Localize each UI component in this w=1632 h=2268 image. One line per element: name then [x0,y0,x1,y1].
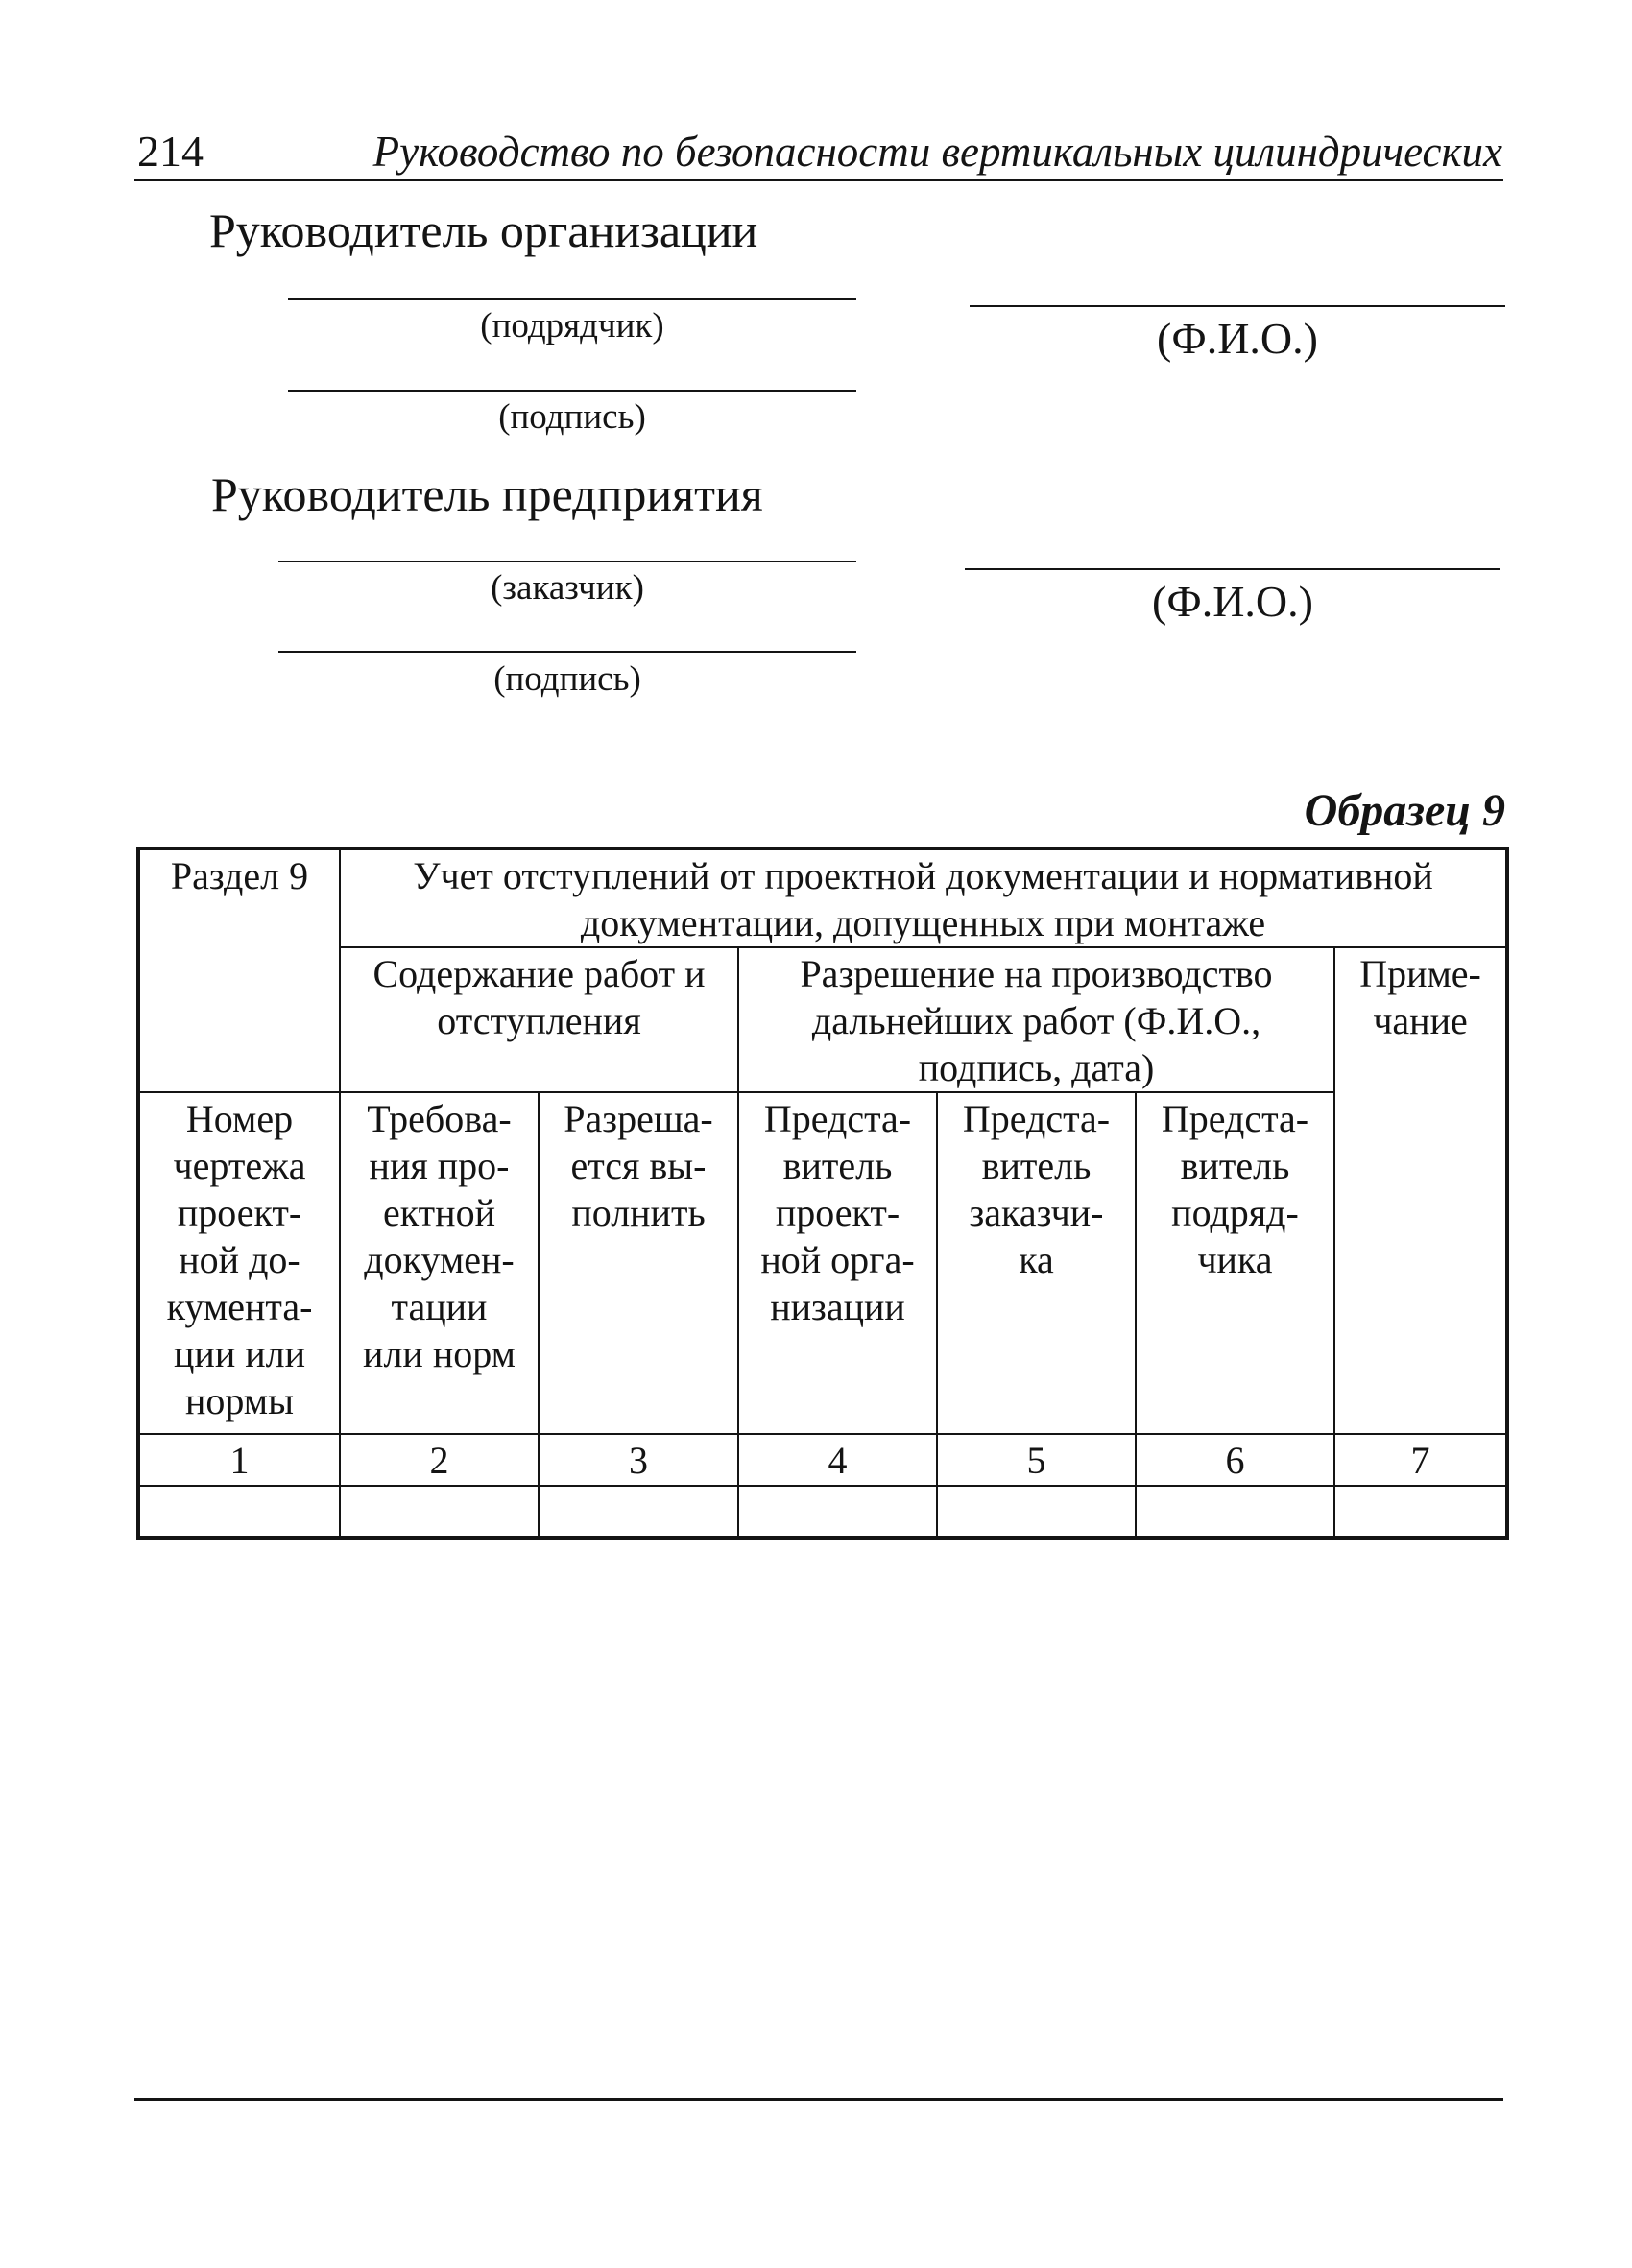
customer-role-line [278,561,856,562]
column-number: 6 [1136,1434,1334,1486]
column-number: 1 [138,1434,340,1486]
column-number: 4 [738,1434,937,1486]
column-number: 7 [1334,1434,1507,1486]
table-column-header-row [138,1092,1507,1434]
empty-cell [138,1486,340,1538]
column-header-drawing-number: Номер чертежа проект- ной до- кумента- ции или нормы [138,1092,340,1434]
sample-label: Образец 9 [1304,785,1505,836]
customer-name-caption: (Ф.И.О.) [1152,577,1313,626]
contractor-name-line [970,305,1505,307]
empty-cell [937,1486,1136,1538]
section-label-cell: Раздел 9 [138,848,340,1092]
empty-cell [539,1486,738,1538]
customer-signature-line [278,651,856,653]
column-header-design-org-rep: Предста- витель проект- ной орга- низации [738,1092,937,1434]
table-title-row [138,848,1507,947]
running-title: Руководство по безопасности вертикальных цилиндрических [372,128,1502,176]
footer-rule [134,2098,1503,2101]
column-header-requirements: Требова- ния про- ектной докумен- тации или норм [340,1092,539,1434]
column-header-customer-rep: Предста- витель заказчи- ка [937,1092,1136,1434]
empty-cell [340,1486,539,1538]
customer-signature-caption: (подпись) [493,659,641,699]
customer-role-caption: (заказчик) [491,568,644,608]
contractor-head-title: Руководитель организации [209,203,758,257]
column-number: 3 [539,1434,738,1486]
group-header-permission: Разрешение на производство дальнейших работ (Ф.И.О., подпись, дата) [738,947,1334,1092]
column-number: 5 [937,1434,1136,1486]
contractor-name-caption: (Ф.И.О.) [1157,314,1318,363]
column-number-row [138,1434,1507,1486]
contractor-role-line [288,298,856,300]
customer-head-title: Руководитель предприятия [211,467,763,521]
contractor-signature-caption: (подпись) [498,397,646,437]
contractor-signature-line [288,390,856,392]
table-row [138,1486,1507,1538]
note-header-cell: Приме- чание [1334,947,1507,1434]
contractor-role-caption: (подрядчик) [480,306,664,346]
column-header-allowed: Разреша- ется вы- полнить [539,1092,738,1434]
empty-cell [1136,1486,1334,1538]
customer-name-line [965,568,1500,570]
column-header-contractor-rep: Предста- витель подряд- чика [1136,1092,1334,1434]
header-rule [134,179,1503,181]
table-group-header-row [138,947,1507,1092]
deviation-table [136,847,1509,1540]
column-number: 2 [340,1434,539,1486]
empty-cell [1334,1486,1507,1538]
group-header-content: Содержание работ и отступления [340,947,738,1092]
page-number: 214 [137,127,204,176]
empty-cell [738,1486,937,1538]
section-title-cell: Учет отступлений от проектной документации и нормативной документации, допущенных при монтаже [340,848,1507,947]
